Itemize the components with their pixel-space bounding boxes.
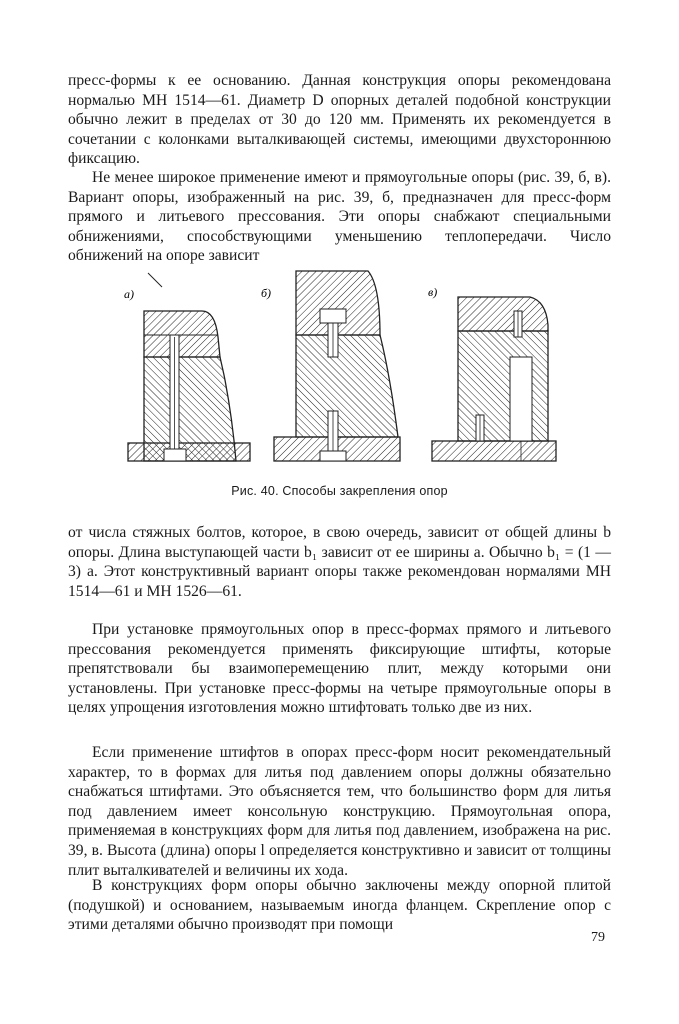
page-number: 79 (591, 930, 605, 945)
figure-label-a: а) (124, 287, 134, 301)
figure-a (124, 273, 250, 461)
paragraph-3: от числа стяжных болтов, которое, в свою очередь, зависит от общей длины b опоры. Длина выступающей части b₁ зависит от ее ширины a. Обычно b₁ = (1 — 3) a. Этот конструктивный вариант опоры также рекомендован нормалями МН 1514—61 и МН 1526—61. (68, 524, 611, 600)
figure-caption: Рис. 40. Способы закрепления опор (231, 484, 448, 498)
figure-label-c: в) (428, 285, 438, 299)
paragraph-6: В конструкциях форм опоры обычно заключены между опорной плитой (подушкой) и основанием, называемым иногда фланцем. Скрепление опор с этими деталями обычно производят при помощи (68, 877, 611, 934)
figure-support-methods (110, 265, 570, 477)
paragraph-2: Не менее широкое применение имеют и прямоугольные опоры (рис. 39, б, в). Вариант опоры, изображенный на рис. 39, б, предназначен для пресс-форм прямого и литьевого прессования. Эти опоры снабжают специальными обнижениями, способствующими уменьшению теплопередачи. Число обнижений на опоре зависит (68, 169, 611, 265)
paragraph-1: пресс-формы к ее основанию. Данная конструкция опоры рекомендована нормалью МН 1514—61. Диаметр D опорных деталей подобной конструкции обычно лежит в пределах от 30 до 120 мм. Применять их рекомендуется в сочетании с колонками выталкивающей системы, имеющими двухстороннюю фиксацию. (68, 72, 611, 168)
figure-label-b: б) (261, 286, 272, 300)
figure-c (428, 285, 556, 461)
figure-b (261, 271, 400, 461)
paragraph-5: Если применение штифтов в опорах пресс-форм носит рекомендательный характер, то в формах для литья под давлением опоры должны обязательно снабжаться штифтами. Это объясняется тем, что большинство форм для литья под давлением имеет консольную конструкцию. Прямоугольная опора, применяемая в конструкциях форм для литья под давлением, изображена на рис. 39, в. Высота (длина) опоры l определяется конструктивно и зависит от толщины плит выталкивателей и величины их хода. (68, 744, 611, 879)
paragraph-4: При установке прямоугольных опор в пресс-формах прямого и литьевого прессования рекомендуется применять фиксирующие штифты, которые препятствовали бы взаимоперемещению плит, между которыми они установлены. При установке пресс-формы на четыре прямоугольные опоры в целях упрощения изготовления можно штифтовать только две из них. (68, 621, 611, 717)
